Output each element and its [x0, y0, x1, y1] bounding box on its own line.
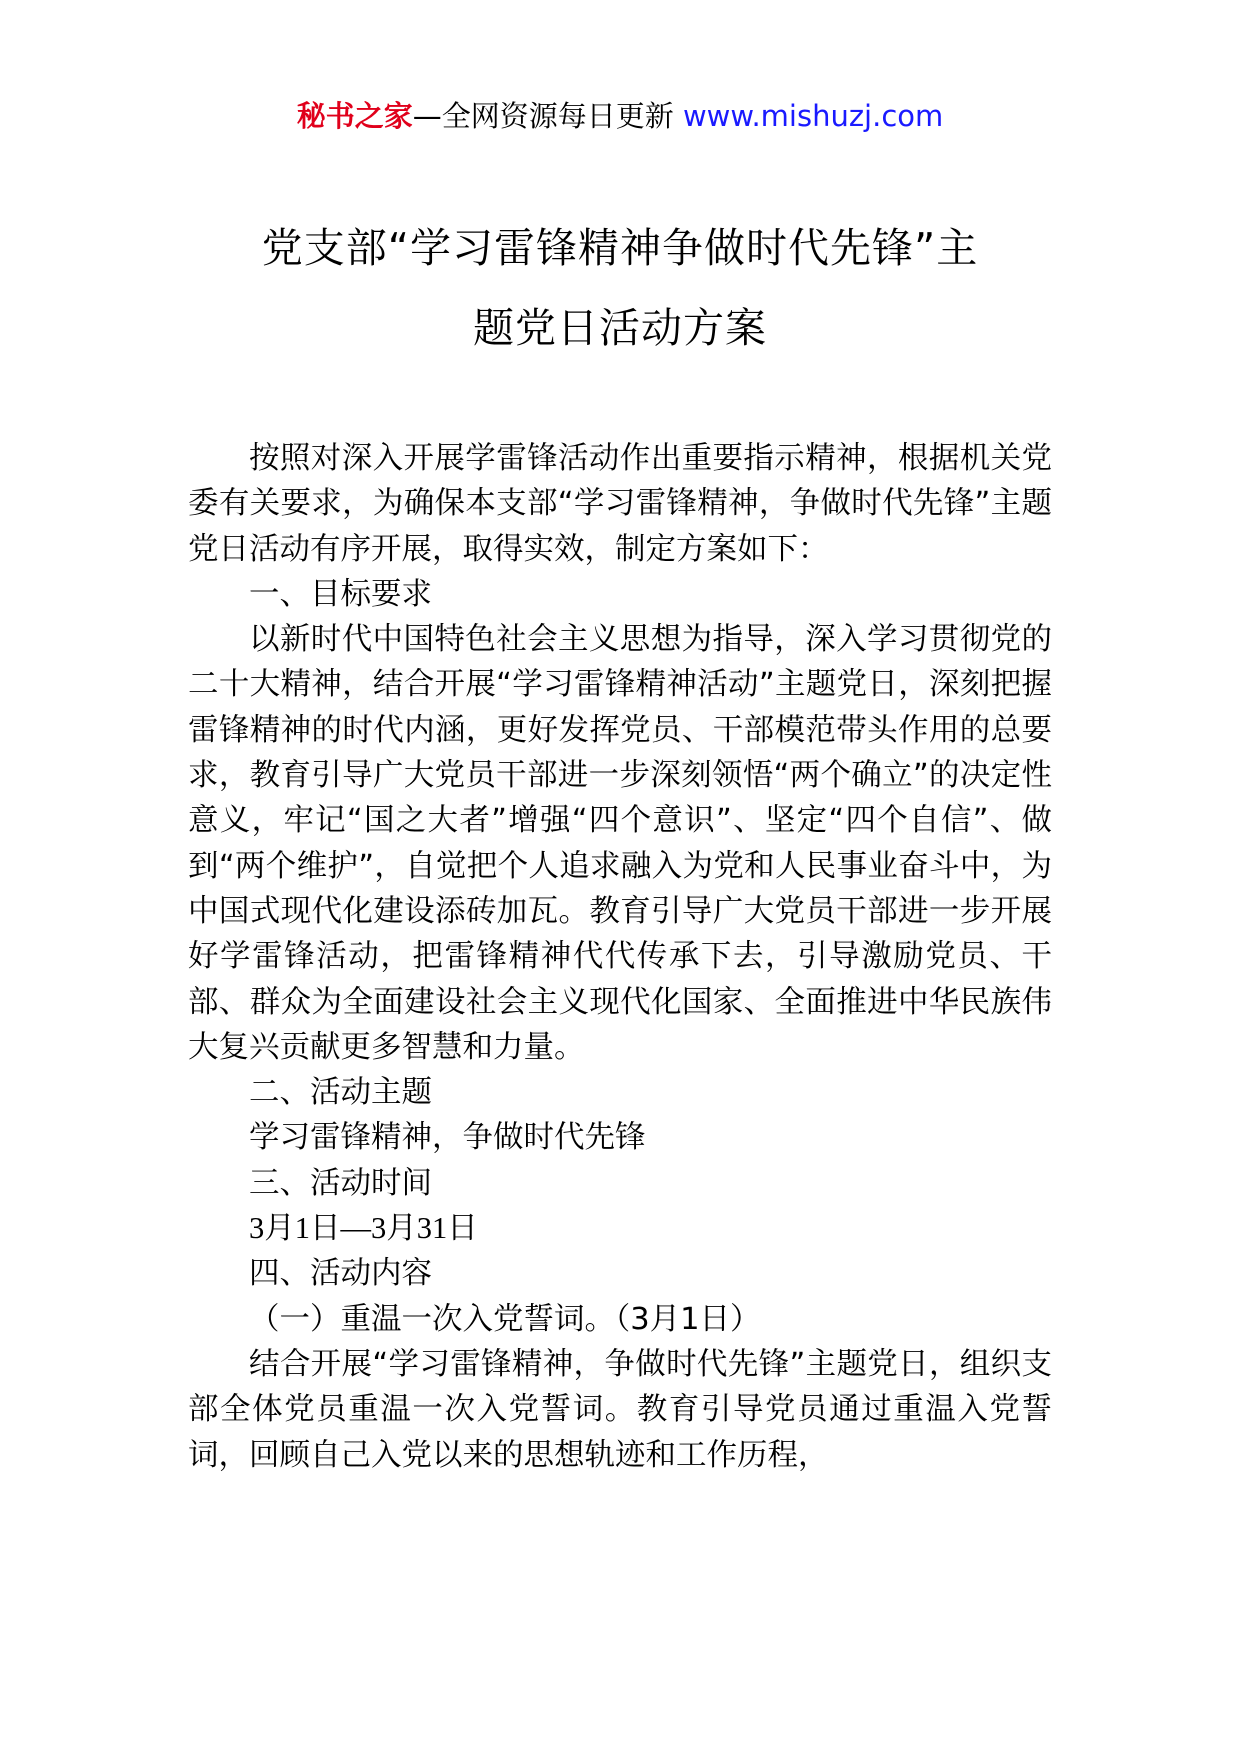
document-title: [190, 208, 1050, 368]
section-heading-goals: 一、目标要求: [249, 576, 432, 612]
site-header: [0, 96, 1240, 136]
title-line-1: 党支部“学习雷锋精神争做时代先锋”主: [261, 224, 979, 272]
section-heading-time: 三、活动时间: [249, 1165, 432, 1201]
oath-paragraph: 结合开展“学习雷锋精神，争做时代先锋”主题党日，组织支部全体党员重温一次入党誓词。教育引导党员通过重温入党誓词，回顾自己入党以来的思想轨迹和工作历程，: [188, 1346, 1052, 1473]
document-body: [188, 436, 1052, 1478]
intro-paragraph: 按照对深入开展学雷锋活动作出重要指示精神，根据机关党委有关要求，为确保本支部“学习雷锋精神，争做时代先锋”主题党日活动有序开展，取得实效，制定方案如下：: [188, 441, 1052, 567]
time-text: 3月1日—3月31日: [249, 1211, 478, 1246]
theme-text: 学习雷锋精神，争做时代先锋: [249, 1120, 646, 1156]
goals-paragraph: 以新时代中国特色社会主义思想为指导，深入学习贯彻党的二十大精神，结合开展“学习雷锋精神活动”主题党日，深刻把握雷锋精神的时代内涵，更好发挥党员、干部模范带头作用的总要求，教育引导广大党员干部进一步深刻领悟“两个确立”的决定性意义，牢记“国之大者”增强“四个意识”、坚定“四个自信”、做到“两个维护”，自觉把个人追求融入为党和人民事业奋斗中，为中国式现代化建设添砖加瓦。教育引导广大党员干部进一步开展好学雷锋活动，把雷锋精神代代传承下去，引导激励党员、干部、群众为全面建设社会主义现代化国家、全面推进中华民族伟大复兴贡献更多智慧和力量。: [188, 622, 1052, 1065]
site-url[interactable]: www.mishuzj.com: [682, 99, 944, 133]
header-tagline: —全网资源每日更新: [412, 99, 674, 133]
section-heading-theme: 二、活动主题: [249, 1075, 432, 1111]
brand-name: 秘书之家: [296, 99, 413, 133]
section-heading-content: 四、活动内容: [249, 1256, 432, 1292]
subsection-heading-oath: （一）重温一次入党誓词。（3月1日）: [249, 1301, 761, 1337]
title-line-2: 题党日活动方案: [473, 304, 767, 352]
